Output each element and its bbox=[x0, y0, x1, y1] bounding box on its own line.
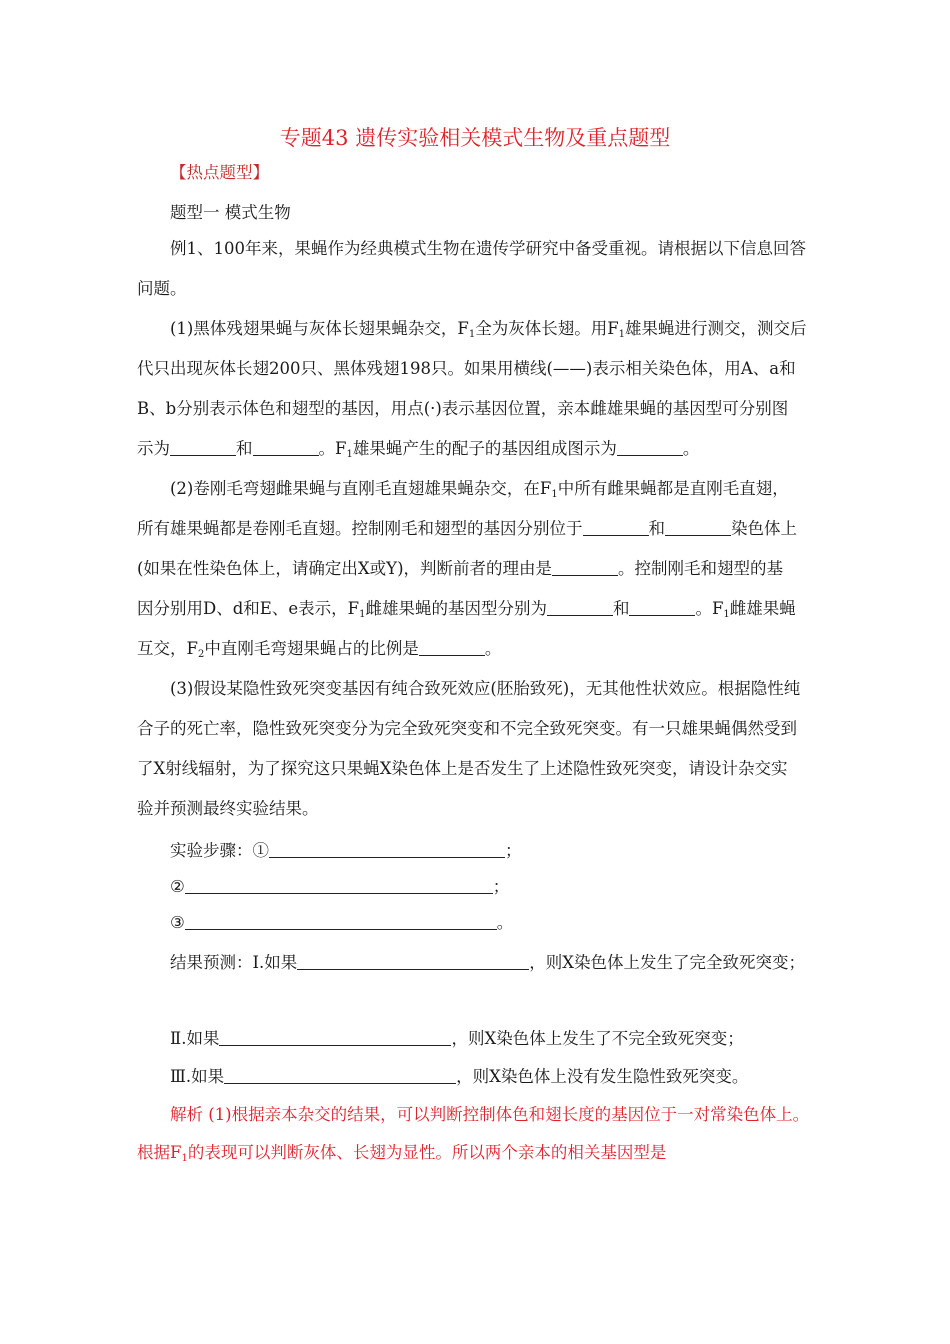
subscript: 1 bbox=[723, 609, 730, 620]
answer-blank[interactable] bbox=[547, 599, 613, 616]
step-3-marker: ③ bbox=[170, 913, 185, 932]
result-3-line bbox=[170, 1066, 748, 1088]
answer-blank[interactable] bbox=[552, 559, 618, 576]
example-intro-line-2: 问题。 bbox=[137, 279, 187, 298]
q2-text: 。 bbox=[484, 639, 502, 658]
q1-text: 。F bbox=[318, 439, 347, 458]
analysis-line-1: 解析 (1)根据亲本杂交的结果，可以判断控制体色和翅长度的基因位于一对常染色体上。 bbox=[170, 1105, 810, 1124]
page-title: 专题43 遗传实验相关模式生物及重点题型 bbox=[279, 126, 671, 150]
result-2-blank[interactable] bbox=[219, 1029, 451, 1046]
result-2-line bbox=[170, 1028, 744, 1050]
q1-text: 。 bbox=[682, 439, 700, 458]
q2-text: 。控制刚毛和翅型的基 bbox=[618, 559, 784, 578]
q2-text: 。F bbox=[695, 599, 724, 618]
result-2-tail: ，则X染色体上发生了不完全致死突变； bbox=[451, 1029, 744, 1048]
step-2-marker: ② bbox=[170, 877, 185, 896]
q2-line-2 bbox=[137, 518, 797, 540]
example-intro-line-1: 例1、100年来，果蝇作为经典模式生物在遗传学研究中备受重视。请根据以下信息回答 bbox=[170, 239, 806, 258]
result-1-line bbox=[170, 952, 805, 974]
q1-text: 全为灰体长翅。用F bbox=[475, 319, 619, 338]
step-punct: ； bbox=[492, 877, 510, 896]
q3-line-3: 了X射线辐射，为了探究这只果蝇X染色体上是否发生了上述隐性致死突变，请设计杂交实 bbox=[137, 759, 788, 778]
answer-blank[interactable] bbox=[617, 439, 683, 456]
answer-blank[interactable] bbox=[583, 519, 649, 536]
result-3-tail: ，则X染色体上没有发生隐性致死突变。 bbox=[456, 1067, 749, 1086]
q2-line-5 bbox=[137, 638, 501, 660]
result-3-label: Ⅲ.如果 bbox=[170, 1067, 225, 1086]
result-1-tail: ，则X染色体上发生了完全致死突变； bbox=[529, 953, 806, 972]
q2-line-3 bbox=[137, 558, 783, 580]
q2-text: 互交，F bbox=[137, 639, 198, 658]
answer-blank[interactable] bbox=[665, 519, 731, 536]
subscript: 1 bbox=[346, 449, 353, 460]
steps-label: 实验步骤：① bbox=[170, 841, 269, 860]
step-punct: ； bbox=[505, 841, 522, 860]
q2-text: 中直刚毛弯翅果蝇占的比例是 bbox=[204, 639, 419, 658]
answer-blank[interactable] bbox=[253, 439, 319, 456]
q2-text: 雌雄果蝇 bbox=[729, 599, 796, 618]
step-2-line bbox=[170, 876, 509, 898]
q1-line-3: B、b分别表示体色和翅型的基因，用点(·)表示基因位置，亲本雌雄果蝇的基因型可分别图 bbox=[137, 399, 789, 418]
analysis-text: 根据F bbox=[137, 1143, 182, 1162]
q3-line-1: (3)假设某隐性致死突变基因有纯合致死效应(胚胎致死)，无其他性状效应。根据隐性纯 bbox=[170, 679, 801, 698]
q2-line-4 bbox=[137, 598, 796, 620]
q2-text: 和 bbox=[648, 519, 665, 538]
step-punct: 。 bbox=[496, 913, 514, 932]
q2-text: 染色体上 bbox=[731, 519, 797, 538]
subscript: 1 bbox=[468, 329, 476, 340]
q1-line-1 bbox=[170, 318, 807, 340]
analysis-text: 的表现可以判断灰体、长翅为显性。所以两个亲本的相关基因型是 bbox=[187, 1143, 667, 1162]
type1-heading: 题型一 模式生物 bbox=[170, 203, 291, 222]
q1-line-4 bbox=[137, 438, 699, 460]
answer-blank[interactable] bbox=[170, 439, 236, 456]
q1-text: 示为 bbox=[137, 439, 170, 458]
q2-text: 因分别用D、d和E、e表示，F bbox=[137, 599, 360, 618]
q2-text: 和 bbox=[612, 599, 630, 618]
q1-text: (1)黑体残翅果蝇与灰体长翅果蝇杂交，F bbox=[170, 319, 469, 338]
result-3-blank[interactable] bbox=[224, 1067, 456, 1084]
analysis-line-2 bbox=[137, 1142, 666, 1164]
q2-text: (2)卷刚毛弯翅雌果蝇与直刚毛直翅雄果蝇杂交，在F bbox=[170, 479, 552, 498]
step-1-line bbox=[170, 840, 522, 862]
step-3-line bbox=[170, 912, 513, 934]
result-1-blank[interactable] bbox=[297, 953, 529, 970]
result-1-label: 结果预测：Ⅰ.如果 bbox=[170, 953, 298, 972]
step-2-blank[interactable] bbox=[185, 877, 493, 894]
result-2-label: Ⅱ.如果 bbox=[170, 1029, 220, 1048]
q2-text: 雌雄果蝇的基因型分别为 bbox=[365, 599, 547, 618]
q3-line-2: 合子的死亡率，隐性致死突变分为完全致死突变和不完全致死突变。有一只雄果蝇偶然受到 bbox=[137, 719, 797, 738]
q2-text: 中所有雌果蝇都是直刚毛直翅， bbox=[557, 479, 789, 498]
section-label: 【热点题型】 bbox=[170, 163, 269, 182]
answer-blank[interactable] bbox=[419, 639, 485, 656]
q1-text: 和 bbox=[236, 439, 253, 458]
step-3-blank[interactable] bbox=[185, 913, 497, 930]
answer-blank[interactable] bbox=[629, 599, 695, 616]
step-1-blank[interactable] bbox=[269, 841, 505, 858]
q3-line-4: 验并预测最终实验结果。 bbox=[137, 799, 319, 818]
q1-text: 雄果蝇产生的配子的基因组成图示为 bbox=[352, 439, 617, 458]
q2-line-1 bbox=[170, 478, 789, 500]
q2-text: 所有雄果蝇都是卷刚毛直翅。控制刚毛和翅型的基因分别位于 bbox=[137, 519, 583, 538]
subscript: 1 bbox=[618, 329, 626, 340]
subscript: 1 bbox=[181, 1153, 188, 1164]
q2-text: (如果在性染色体上，请确定出X或Y)，判断前者的理由是 bbox=[137, 559, 553, 578]
q1-line-2: 代只出现灰体长翅200只、黑体残翅198只。如果用横线(——)表示相关染色体，用A、a和 bbox=[137, 359, 796, 378]
q1-text: 雄果蝇进行测交，测交后 bbox=[625, 319, 807, 338]
subscript: 1 bbox=[551, 489, 558, 500]
subscript: 1 bbox=[359, 609, 366, 620]
subscript: 2 bbox=[197, 649, 205, 660]
